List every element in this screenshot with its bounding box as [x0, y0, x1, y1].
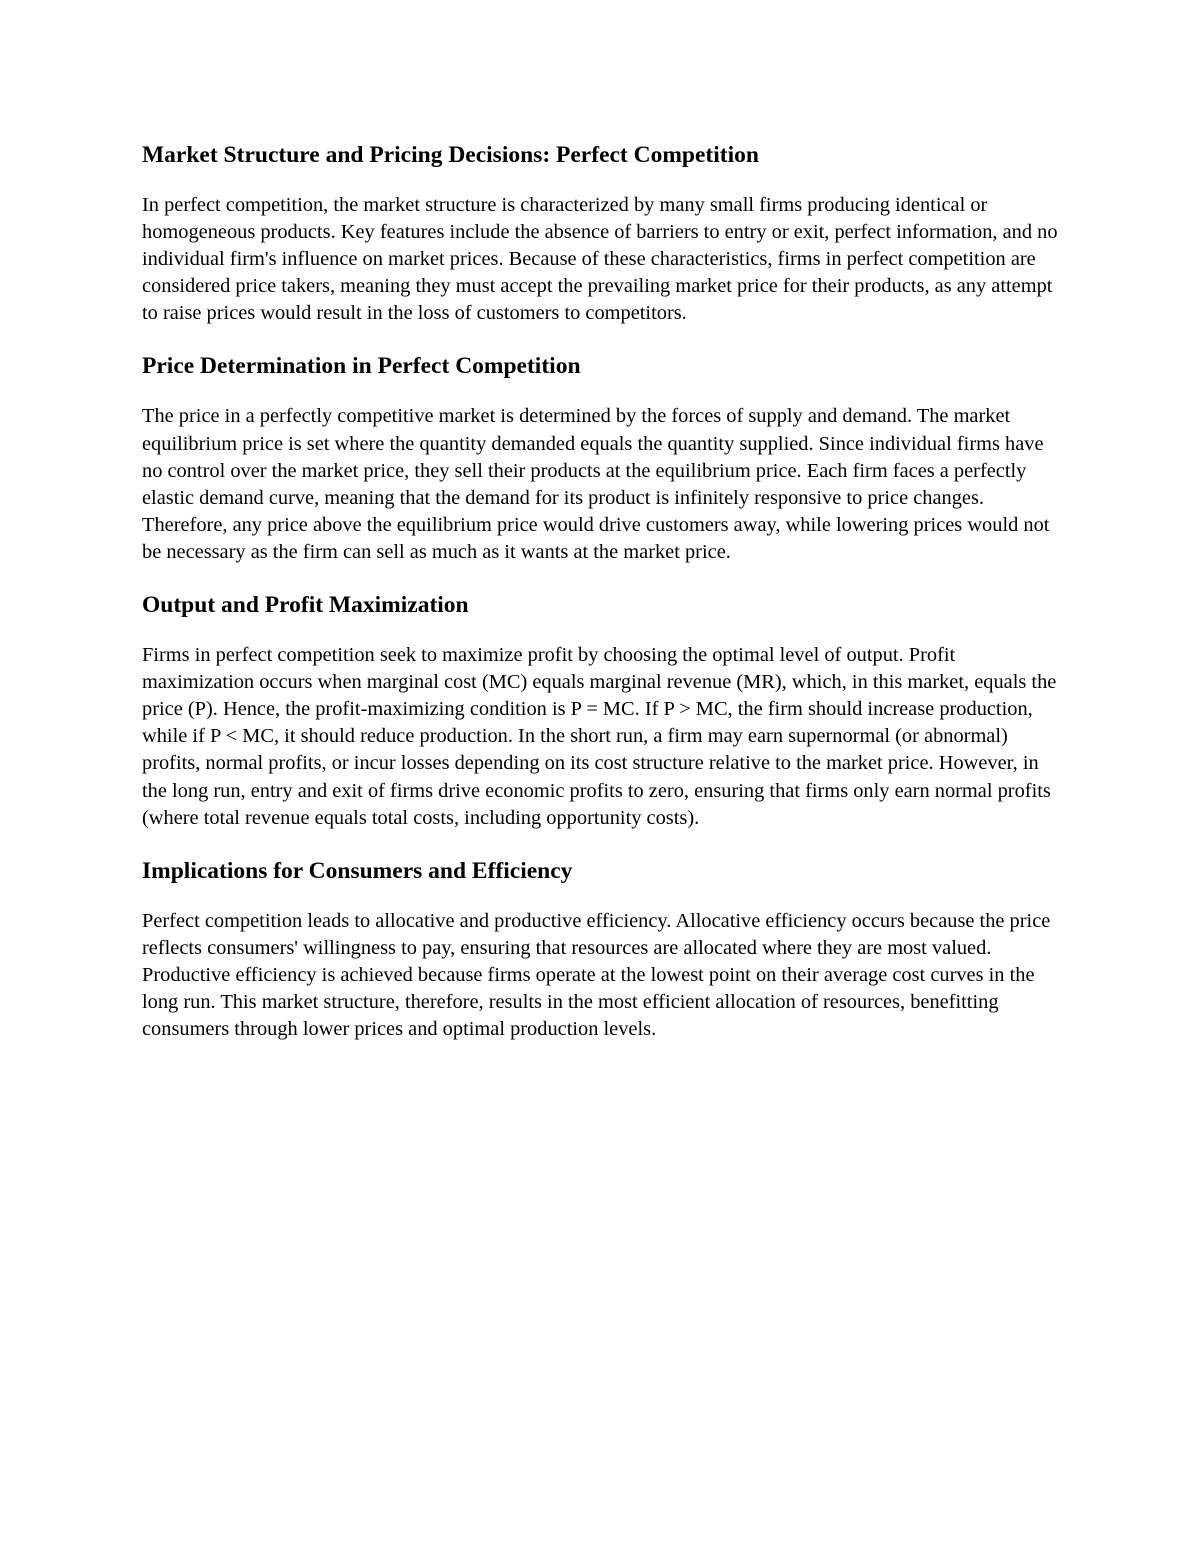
document-page [142, 140, 1062, 1067]
section-body-output-profit: Firms in perfect competition seek to maximize profit by choosing the optimal level of output. Profit maximization occurs when marginal cost (MC) equals marginal revenue (MR), which, in this market, equals the price (P). Hence, the profit-maximizing condition is P = MC. If P > MC, the firm should increase production, while if P < MC, it should reduce production. In the short run, a firm may earn supernormal (or abnormal) profits, normal profits, or incur losses depending on its cost structure relative to the market price. However, in the long run, entry and exit of firms drive economic profits to zero, ensuring that firms only earn normal profits (where total revenue equals total costs, including opportunity costs). [142, 644, 1057, 829]
section-body-implications: Perfect competition leads to allocative and productive efficiency. Allocative efficiency occurs because the price reflects consumers' willingness to pay, ensuring that resources are allocated where they are most valued. Productive efficiency is achieved because firms operate at the lowest point on their average cost curves in the long run. This market structure, therefore, results in the most efficient allocation of resources, benefitting consumers through lower prices and optimal production levels. [142, 909, 1051, 1041]
section-heading-market-structure: Market Structure and Pricing Decisions: Perfect Competition [142, 142, 759, 168]
section-body-market-structure: In perfect competition, the market structure is characterized by many small firms producing identical or homogeneous products. Key features include the absence of barriers to entry or exit, perfect information, and no individual firm's influence on market prices. Because of these characteristics, firms in perfect competition are considered price takers, meaning they must accept the prevailing market price for their products, as any attempt to raise prices would result in the loss of customers to competitors. [142, 194, 1058, 325]
section-heading-price-determination: Price Determination in Perfect Competition [142, 353, 581, 380]
section-heading-output-profit: Output and Profit Maximization [142, 592, 469, 619]
section-heading-implications: Implications for Consumers and Efficiency [142, 857, 573, 884]
section-body-price-determination: The price in a perfectly competitive market is determined by the forces of supply and demand. The market equilibrium price is set where the quantity demanded equals the quantity supplied. Since individual firms have no control over the market price, they sell their products at the equilibrium price. Each firm faces a perfectly elastic demand curve, meaning that the demand for its product is infinitely responsive to price changes. Therefore, any price above the equilibrium price would drive customers away, while lowering prices would not be necessary as the firm can sell as much as it wants at the market price. [142, 405, 1050, 563]
